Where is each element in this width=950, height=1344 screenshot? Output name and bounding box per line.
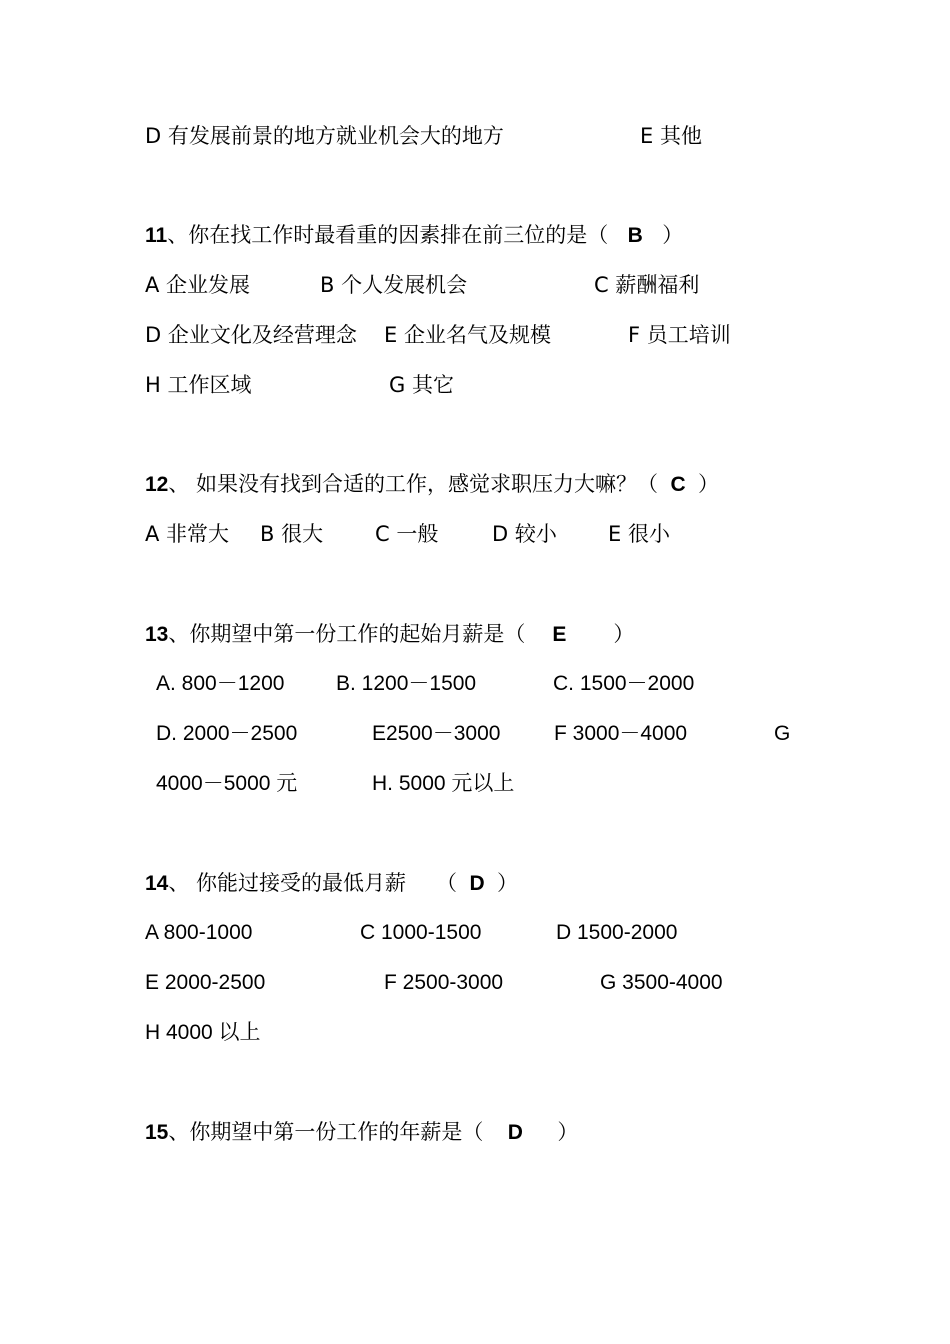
q14-option-c: C 1000-1500 — [360, 921, 482, 944]
q15-close: ） — [557, 1120, 579, 1144]
q15-number: 15 — [145, 1121, 169, 1144]
q11-text: 、你在找工作时最看重的因素排在前三位的是（ — [167, 223, 609, 247]
q11-close: ） — [662, 223, 684, 247]
q14-option-a: A 800-1000 — [145, 921, 253, 944]
q14-option-h: H 4000 以上 — [145, 1021, 261, 1044]
q10-option-d: D 有发展前景的地方就业机会大的地方 — [145, 124, 504, 148]
q13-option-b: B. 1200－1500 — [336, 672, 477, 695]
q12-text: 、 如果没有找到合适的工作，感觉求职压力大嘛？（ — [168, 472, 659, 496]
q15-answer: D — [507, 1121, 523, 1144]
q14-close: ） — [497, 871, 519, 895]
q12-option-a: A 非常大 — [145, 522, 230, 546]
q11-option-a: A 企业发展 — [145, 273, 251, 297]
q11-option-h: H 工作区域 — [145, 373, 252, 397]
q14-question — [145, 870, 518, 897]
q12-number: 12 — [145, 473, 169, 496]
q12-option-b: B 很大 — [260, 522, 324, 546]
q11-question — [145, 222, 683, 249]
q13-option-c: C. 1500－2000 — [553, 672, 695, 695]
q13-text: 、你期望中第一份工作的起始月薪是（ — [168, 622, 526, 646]
q12-answer: C — [670, 473, 686, 496]
q11-option-g: G 其它 — [389, 373, 454, 397]
q12-option-e: E 很小 — [608, 522, 670, 546]
q14-option-g: G 3500-4000 — [600, 971, 723, 994]
q13-option-e: E2500－3000 — [372, 722, 501, 745]
q11-option-d: D 企业文化及经营理念 — [145, 323, 357, 347]
q12-option-d: D 较小 — [492, 522, 557, 546]
q14-option-e: E 2000-2500 — [145, 971, 266, 994]
q11-answer: B — [627, 224, 643, 247]
q12-question — [145, 471, 719, 498]
q13-option-f: F 3000－4000 — [554, 722, 688, 745]
q13-option-h: H. 5000 元以上 — [372, 772, 515, 795]
q11-option-e: E 企业名气及规模 — [384, 323, 551, 347]
q14-option-f: F 2500-3000 — [384, 971, 504, 994]
q12-option-c: C 一般 — [375, 522, 439, 546]
q14-option-d: D 1500-2000 — [556, 921, 678, 944]
q13-number: 13 — [145, 623, 169, 646]
q13-close: ） — [613, 622, 635, 646]
q14-answer: D — [469, 872, 485, 895]
q13-option-g-range: 4000－5000 元 — [156, 772, 298, 795]
q12-close: ） — [698, 472, 720, 496]
q14-text: 、 你能过接受的最低月薪 — [168, 871, 407, 895]
q14-open: （ — [436, 871, 458, 895]
q14-number: 14 — [145, 872, 169, 895]
q11-option-f: F 员工培训 — [628, 323, 731, 347]
q13-option-a: A. 800－1200 — [156, 672, 285, 695]
q11-option-b: B 个人发展机会 — [320, 273, 468, 297]
q13-answer: E — [552, 623, 567, 646]
q13-option-g: G — [774, 722, 791, 745]
q13-option-d: D. 2000－2500 — [156, 722, 298, 745]
q13-question — [145, 621, 634, 648]
q15-question — [145, 1119, 578, 1146]
q10-option-e: E 其他 — [640, 124, 702, 148]
q11-number: 11 — [145, 224, 168, 247]
q15-text: 、你期望中第一份工作的年薪是（ — [168, 1120, 484, 1144]
q11-option-c: C 薪酬福利 — [594, 273, 700, 297]
